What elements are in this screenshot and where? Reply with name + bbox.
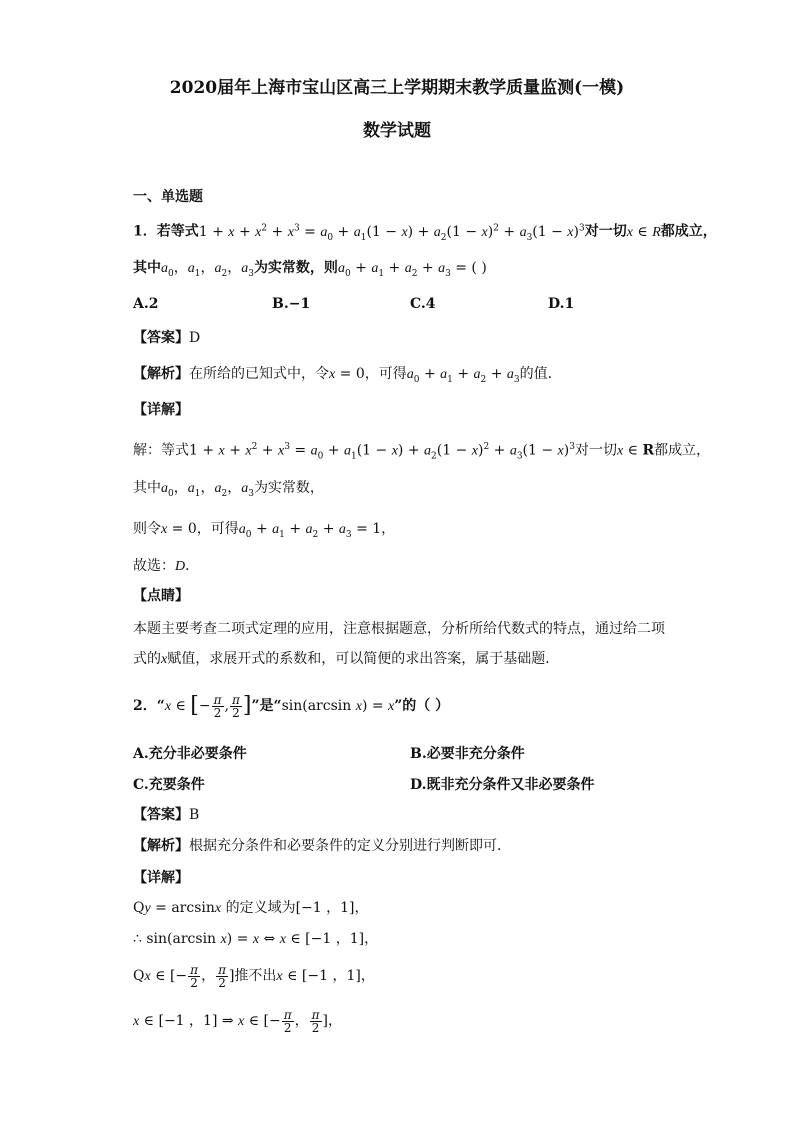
q1-stem-suffix: 对一切 bbox=[584, 223, 627, 240]
q1-detail-line4: 故选：D． bbox=[133, 558, 200, 574]
q1-detail-l1-mid: 对一切 bbox=[574, 442, 617, 459]
q1-stem-line2 bbox=[133, 258, 487, 284]
q1-answer bbox=[133, 328, 200, 348]
q1-comment-label bbox=[133, 586, 189, 606]
comment-label: 【点睛】 bbox=[133, 588, 189, 604]
q1-detail-l2: 为实常数， bbox=[253, 480, 324, 496]
q2-stem-a: “ bbox=[156, 698, 165, 714]
q2-answer bbox=[133, 805, 199, 825]
q2-d3-end: ， bbox=[360, 968, 375, 984]
q2-d3-mid: 推不出 bbox=[234, 968, 277, 984]
q1-comment-line1: 本题主要考查二项式定理的应用，注意根据题意，分析所给代数式的特点，通过给二项 bbox=[133, 621, 665, 637]
q1-analysis-pre: 在所给的已知式中，令 bbox=[189, 366, 329, 382]
q1-detail-l1-pre: 解：等式 bbox=[133, 442, 189, 459]
q1-comment-l2b: 赋值，求展开式的系数和，可以简便的求出答案，属于基础题． bbox=[167, 651, 560, 667]
q2-condition: sin(arcsin x) = x bbox=[281, 698, 395, 714]
q1-number: 1． bbox=[133, 223, 157, 240]
q2-analysis bbox=[133, 836, 511, 856]
q1-equation: $1 + x + x^2 + x^3 = a_0 + a_1(1 - x) + a_2(1 - x)^2 + a_3(1 - x)^3$ bbox=[198, 223, 585, 243]
doc-title-line1: 2020届年上海市宝山区高三上学期期末教学质量监测(一模) bbox=[169, 78, 625, 98]
q2-number: 2． bbox=[133, 698, 157, 714]
q1-detail-line1: 解：等式$1 + x + x^2 + x^3 = a_0 + a_1(1 - x) + a_2(1 - x)^2 + a_3(1 - x)^3$对一切x ∈ R都成立， bbox=[133, 442, 711, 462]
q2-detail-line2: ∴ sin(arcsin x) = x ⇔ x ∈ [−1 ，1]， bbox=[133, 931, 379, 947]
q1-comment-line2: 式的x赋值，求展开式的系数和，可以简便的求出答案，属于基础题． bbox=[133, 651, 560, 667]
section-heading: 一、单选题 bbox=[133, 189, 203, 205]
q2-d1-pre: Q bbox=[133, 900, 145, 916]
q1-coeffs: $a_0$，$a_1$，$a_2$，$a_3$ bbox=[161, 260, 254, 279]
q1-option-d: D.1 bbox=[548, 296, 575, 312]
q1-analysis: 【解析】在所给的已知式中，令x = 0，可得$a_0 + a_1 + a_2 + a_3$的值． bbox=[133, 366, 562, 385]
q1-option-c: C.4 bbox=[410, 296, 436, 312]
q2-d4-end: ， bbox=[327, 1013, 342, 1029]
q1-sum: $a_0 + a_1 + a_2 + a_3$ bbox=[337, 260, 451, 279]
q1-analysis-mid: ，可得 bbox=[364, 366, 407, 382]
q1-line2-end: = ( ) bbox=[455, 260, 487, 276]
q1-detail-label bbox=[133, 400, 189, 420]
analysis-label: 【解析】 bbox=[133, 366, 189, 382]
q1-stem-end: 都成立， bbox=[660, 223, 717, 240]
q1-analysis-end: 的值． bbox=[519, 366, 562, 382]
q1-stem bbox=[133, 218, 717, 247]
q2-d1-mid: 的定义域为 bbox=[225, 900, 296, 916]
q2-option-a: A.充分非必要条件 bbox=[133, 746, 247, 762]
q1-detail-l1-end: 都成立， bbox=[654, 442, 711, 459]
q1-option-b: B.−1 bbox=[272, 296, 311, 312]
q2-detail-label bbox=[133, 868, 189, 888]
detail-label: 【详解】 bbox=[133, 402, 189, 418]
q1-detail-l3-mid: ，可得 bbox=[196, 521, 239, 537]
q1-option-a: A.2 bbox=[133, 296, 159, 312]
q1-comment-l2a: 式的 bbox=[133, 651, 161, 667]
q1-detail-l2-pre: 其中 bbox=[133, 480, 161, 496]
q1-line2-mid: 为实常数，则 bbox=[253, 260, 338, 276]
doc-title-line2: 数学试题 bbox=[363, 121, 431, 141]
q2-detail-line3: Qx ∈ [− $\frac{\pi}{2}$ ， $\frac{\pi}{2}$ ]推不出x ∈ [−1 ，1]， bbox=[133, 962, 375, 990]
answer-label: 【答案】 bbox=[133, 807, 189, 823]
q1-stem-prefix: 若等式 bbox=[156, 223, 199, 240]
answer-label: 【答案】 bbox=[133, 330, 189, 346]
q1-detail-line3: 则令x = 0，可得$a_0 + a_1 + a_2 + a_3 = 1$， bbox=[133, 521, 396, 540]
q1-set: x ∈ R bbox=[626, 223, 661, 240]
q2-stem-c: ”的（ ） bbox=[394, 698, 450, 714]
q2-stem bbox=[133, 692, 449, 721]
q2-d1-end: ， bbox=[354, 900, 369, 916]
q1-detail-line2: 其中$a_0$，$a_1$，$a_2$，$a_3$为实常数， bbox=[133, 480, 324, 499]
q1-detail-choice: D bbox=[175, 559, 186, 574]
q1-detail-l4: 故选： bbox=[133, 558, 175, 574]
q2-d2-pre: ∴ bbox=[133, 931, 142, 947]
q2-interval: x ∈ [− $\frac{\pi}{2}$ , $\frac{\pi}{2}$ ] bbox=[164, 692, 252, 720]
q2-detail-line4: x ∈ [−1 ，1] ⇒ x ∈ [− $\frac{\pi}{2}$ ， $\frac{\pi}{2}$ ]， bbox=[133, 1007, 342, 1035]
q2-d3-pre: Q bbox=[133, 968, 145, 984]
q2-option-b: B.必要非充分条件 bbox=[410, 746, 525, 762]
detail-label: 【详解】 bbox=[133, 870, 189, 886]
q2-analysis-text: 根据充分条件和必要条件的定义分别进行判断即可． bbox=[189, 838, 511, 854]
analysis-label: 【解析】 bbox=[133, 838, 189, 854]
q1-detail-l3-pre: 则令 bbox=[133, 521, 161, 537]
q2-option-c: C.充要条件 bbox=[133, 777, 205, 793]
q2-answer-value: B bbox=[189, 807, 200, 823]
q1-line2-prefix: 其中 bbox=[133, 260, 161, 276]
q2-option-d: D.既非充分条件又非必要条件 bbox=[410, 777, 595, 793]
q2-detail-line1: Qy = arcsinx 的定义域为[−1 ，1]， bbox=[133, 900, 369, 916]
q2-stem-b: ”是“ bbox=[251, 698, 282, 714]
q1-answer-value: D bbox=[189, 330, 201, 346]
